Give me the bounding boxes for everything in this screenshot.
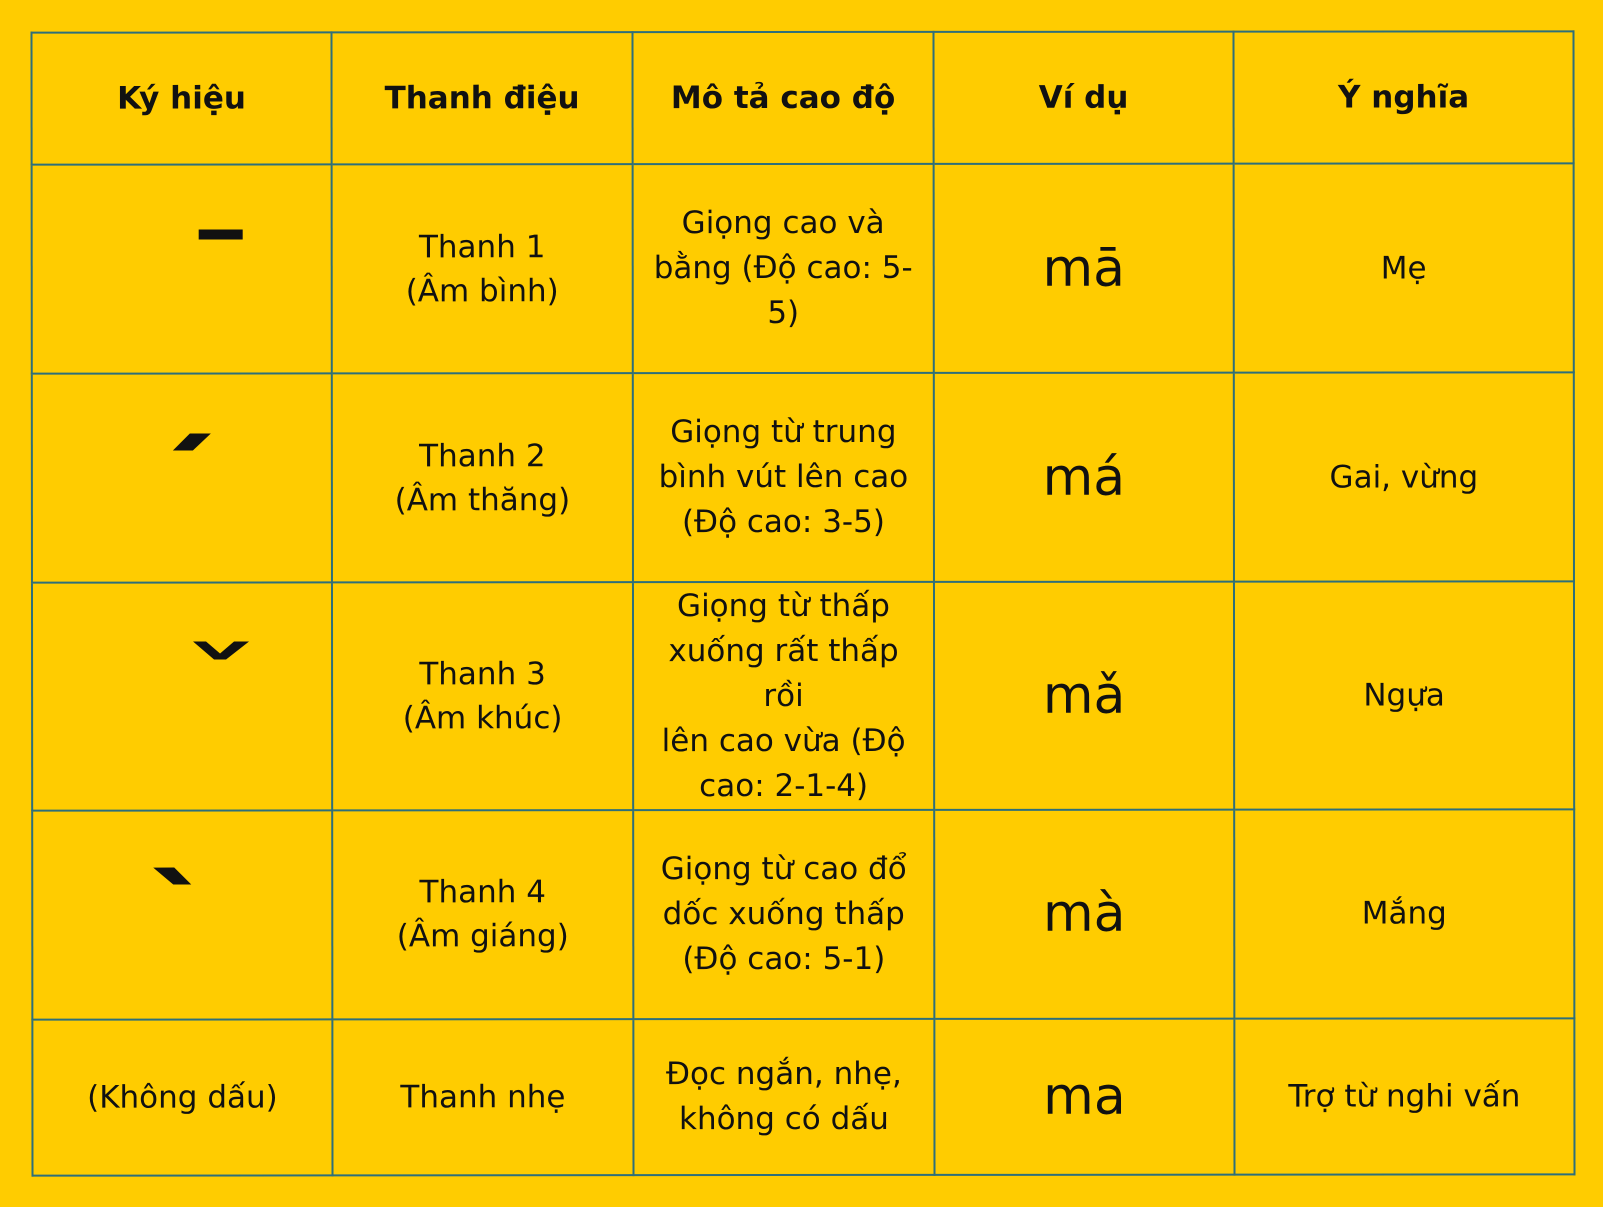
description-line: Giọng từ trung — [670, 414, 897, 451]
description-line: (Độ cao: 3-5) — [681, 504, 885, 541]
example-cell: mà — [934, 809, 1234, 1018]
example-cell: mǎ — [934, 582, 1234, 809]
tone-name: Thanh 2 — [419, 438, 546, 475]
header-row — [32, 31, 1574, 164]
tone-cell — [332, 1019, 633, 1175]
table-row — [32, 373, 1574, 584]
no-mark-label: (Không dấu) — [87, 1079, 278, 1116]
table-row — [32, 582, 1574, 811]
tone-name: Thanh nhẹ — [400, 1079, 566, 1116]
tone-alias: (Âm giáng) — [396, 918, 569, 955]
description-line: Giọng cao và — [681, 205, 885, 242]
meaning-cell: Mắng — [1234, 809, 1574, 1018]
description-cell — [633, 1019, 934, 1175]
tone-cell — [332, 583, 633, 810]
meaning-cell: Trợ từ nghi vấn — [1234, 1018, 1574, 1174]
tone-alias: (Âm bình) — [405, 272, 559, 310]
flat-tone-mark-icon — [33, 166, 331, 373]
symbol-cell — [32, 1019, 332, 1175]
header-meaning: Ý nghĩa — [1234, 31, 1574, 163]
tone-cell — [332, 373, 633, 582]
table-row — [32, 1018, 1574, 1176]
meaning-cell: Mẹ — [1234, 163, 1574, 372]
tone-name: Thanh 1 — [418, 228, 546, 266]
description-line: bình vút lên cao — [658, 459, 909, 496]
example-cell: mā — [934, 164, 1234, 373]
header-example: Ví dụ — [934, 32, 1234, 164]
description-line: Giọng từ thấp — [677, 587, 890, 624]
description-line: Giọng từ cao đổ — [660, 850, 907, 887]
tone-alias: (Âm khúc) — [402, 700, 563, 737]
tone-cell — [332, 810, 633, 1019]
header-symbol: Ký hiệu — [32, 32, 332, 164]
description-line: không có dấu — [678, 1100, 889, 1138]
symbol-cell — [32, 165, 332, 374]
description-line: bằng (Độ cao: 5-5) — [653, 250, 913, 332]
tone-alias: (Âm thăng) — [394, 482, 571, 519]
description-line: dốc xuống thấp — [662, 895, 905, 932]
description-line: xuống rất thấp rồi — [668, 632, 899, 714]
symbol-cell — [32, 810, 332, 1019]
meaning-cell: Ngựa — [1234, 582, 1574, 809]
tone-cell — [332, 164, 633, 373]
dipping-tone-mark-icon — [33, 584, 331, 791]
description-cell — [633, 164, 934, 373]
header-pitch-description: Mô tả cao độ — [633, 32, 934, 164]
description-line: Đọc ngắn, nhẹ, — [665, 1055, 902, 1093]
header-tone: Thanh điệu — [332, 32, 633, 164]
symbol-cell — [32, 374, 332, 583]
meaning-cell: Gai, vừng — [1234, 373, 1574, 582]
description-line: lên cao vừa (Độ — [661, 722, 906, 759]
table-row — [32, 809, 1574, 1020]
symbol-cell — [32, 583, 332, 810]
tone-name: Thanh 4 — [419, 874, 546, 911]
example-cell: má — [934, 373, 1234, 582]
tone-name: Thanh 3 — [419, 656, 546, 693]
description-cell — [633, 582, 934, 809]
example-cell: ma — [934, 1018, 1234, 1174]
description-cell — [633, 373, 934, 582]
description-cell — [633, 810, 934, 1019]
description-line: cao: 2-1-4) — [699, 767, 869, 804]
table-row — [32, 163, 1574, 374]
falling-tone-mark-icon — [33, 811, 331, 1018]
rising-tone-mark-icon — [33, 375, 331, 582]
description-line: (Độ cao: 5-1) — [682, 940, 886, 977]
tone-table — [31, 30, 1576, 1176]
